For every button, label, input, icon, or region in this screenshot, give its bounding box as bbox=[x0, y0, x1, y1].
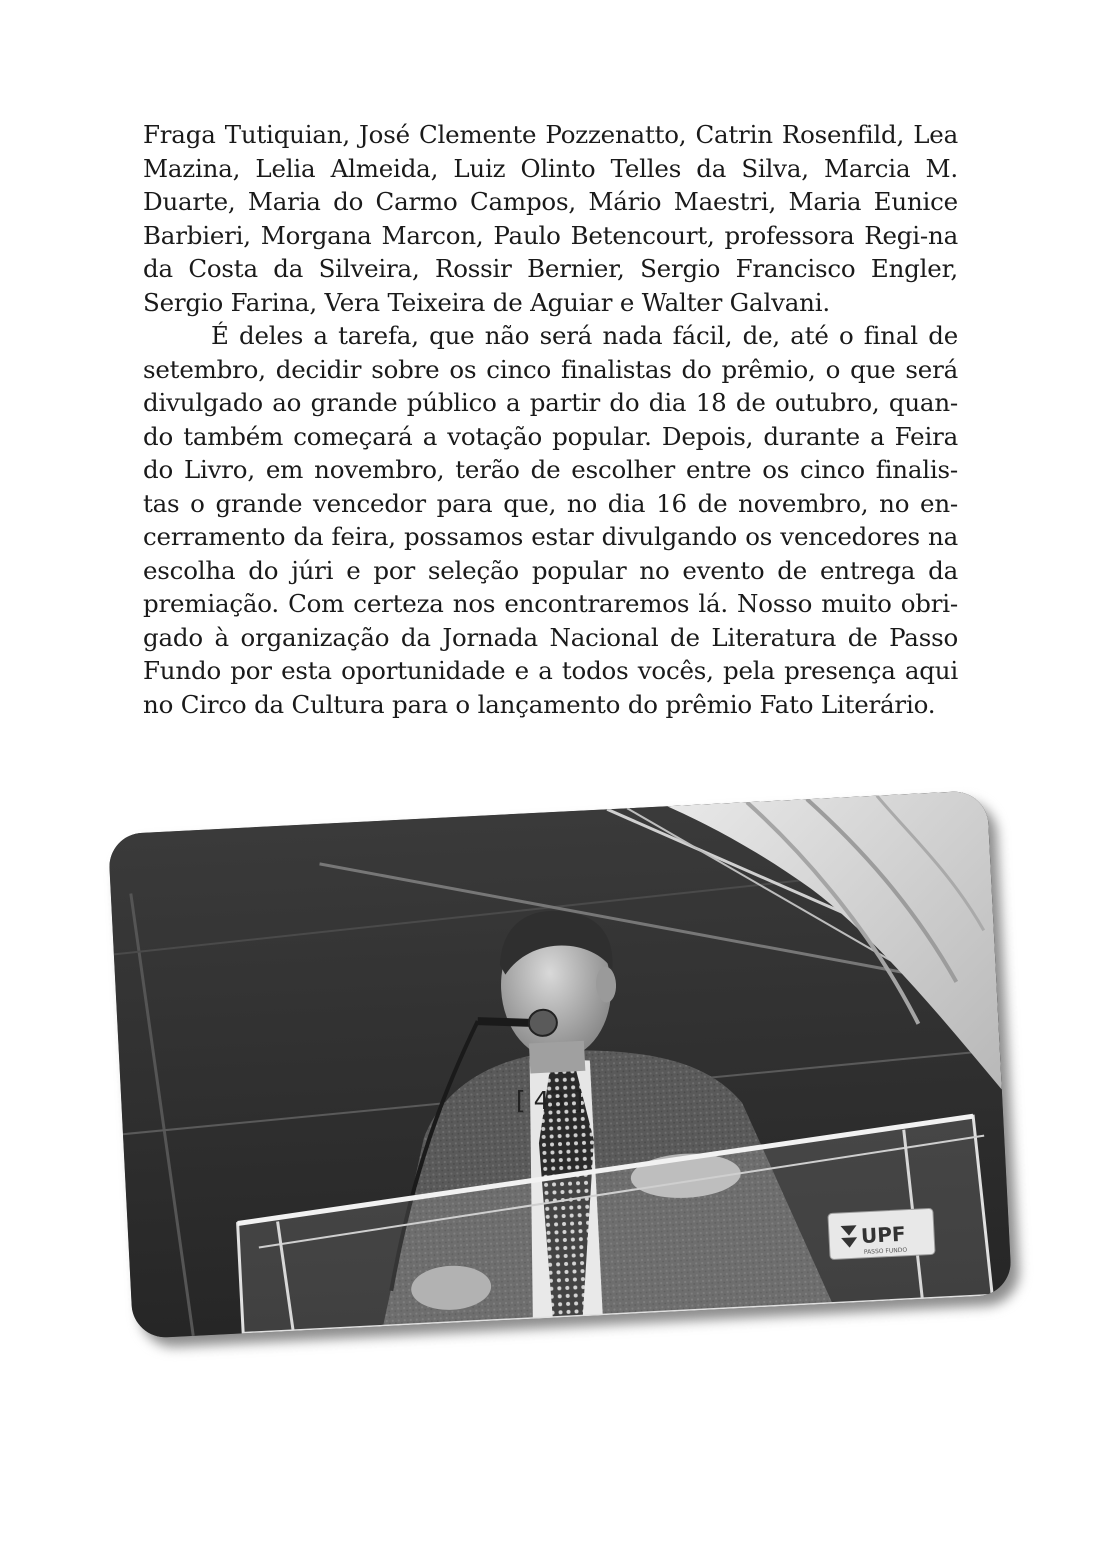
page-number: [ 43 ] bbox=[515, 1086, 584, 1115]
paragraph-prize-schedule: É deles a tarefa, que não será nada fácil, de, até o final de setembro, decidir sobre os cinco finalistas do prêmio, o que será divulgado ao grande público a partir do dia 18 de outubro, quan-do também começará a votação popular. Depois, durante a Feira do Livro, em novembro, terão de escolher entre os cinco finalis-tas o grande vencedor para que, no dia 16 de novembro, no en-cerramento da feira, possamos estar divulgando os vencedores na escolha do júri e por seleção popular no evento de entrega da premiação. Com certeza nos encontraremos lá. Nosso muito obri-gado à organização da Jornada Nacional de Literatura de Passo Fundo por esta oportunidade e a todos vocês, pela presença aqui no Circo da Cultura para o lançamento do prêmio Fato Literário. bbox=[143, 321, 958, 719]
paragraph-jury-list: Fraga Tutiquian, José Clemente Pozzenatto, Catrin Rosenfild, Lea Mazina, Lelia Almeida, Luiz Olinto Telles da Silva, Marcia M. Duarte, Maria do Carmo Campos, Mário Maestri, Maria Eunice Barbieri, Morgana Marcon, Paulo Betencourt, professora Regi-na da Costa da Silveira, Rossir Bernier, Sergio Francisco Engler, Sergio Farina, Vera Teixeira de Aguiar e Walter Galvani. bbox=[143, 120, 958, 317]
body-text bbox=[143, 118, 958, 721]
speaker-photo bbox=[108, 790, 1012, 1339]
photo-card bbox=[108, 790, 1012, 1339]
upf-logo-subtext: PASSO FUNDO bbox=[863, 1246, 908, 1256]
upf-logo-text: UPF bbox=[860, 1221, 907, 1248]
upf-logo bbox=[828, 1208, 935, 1259]
